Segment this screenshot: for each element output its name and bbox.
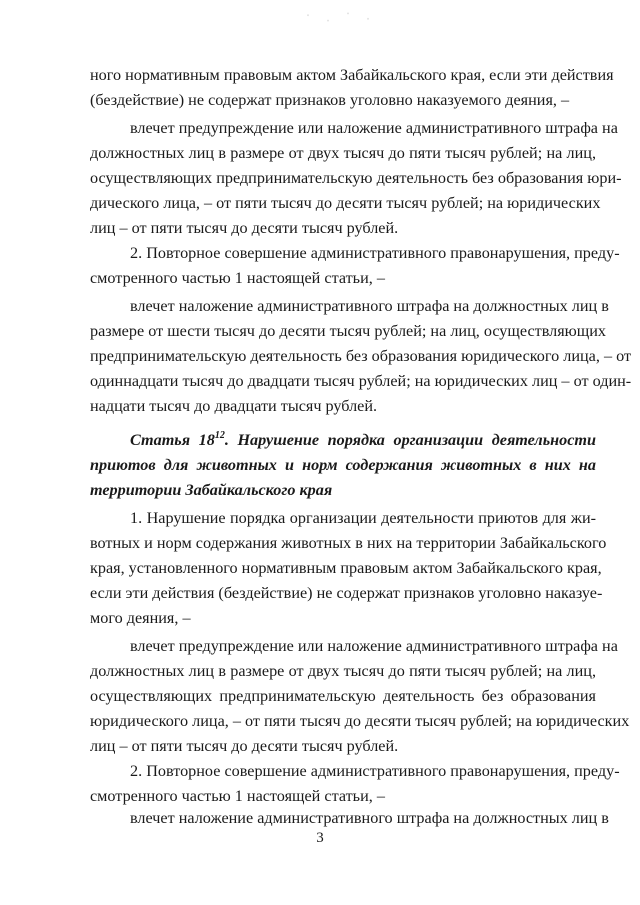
text-line: смотренного частью 1 настоящей статьи, – (90, 787, 385, 805)
text-line: дического лица, – от пяти тысяч до десяти тысяч рублей; на юридических (90, 194, 601, 212)
text-line: лиц – от пяти тысяч до десяти тысяч рублей. (90, 737, 399, 755)
text-line: лиц – от пяти тысяч до десяти тысяч рублей. (90, 219, 399, 237)
article-heading (130, 430, 596, 450)
text-line: влечет предупреждение или наложение административного штрафа на (130, 119, 618, 137)
text-line: влечет наложение административного штрафа на должностных лиц в (130, 297, 609, 315)
text-line: осуществляющих предпринимательскую деятельность без образования юри- (90, 169, 622, 187)
text-line: (бездействие) не содержат признаков уголовно наказуемого деяния, – (90, 91, 570, 109)
text-line: 2. Повторное совершение административного правонарушения, преду- (130, 244, 620, 262)
text-line: юридического лица, – от пяти тысяч до десяти тысяч рублей; на юридических (90, 712, 630, 730)
page-number: 3 (316, 830, 324, 846)
text-line: предпринимательскую деятельность без образования юридического лица, – от (90, 347, 632, 365)
article-heading-line: приютов для животных и норм содержания животных в них на (90, 456, 596, 474)
text-line: смотренного частью 1 настоящей статьи, – (90, 269, 385, 287)
text-line: ного нормативным правовым актом Забайкальского края, если эти действия (90, 66, 614, 84)
text-line: одиннадцати тысяч до двадцати тысяч рублей; на юридических лиц – от один- (90, 372, 632, 390)
text-line: должностных лиц в размере от двух тысяч до пяти тысяч рублей; на лиц, (90, 144, 596, 162)
article-prefix: Статья 18 (130, 431, 215, 449)
text-line: должностных лиц в размере от двух тысяч до пяти тысяч рублей; на лиц, (90, 662, 596, 680)
text-line: 1. Нарушение порядка организации деятельности приютов для жи- (130, 509, 596, 527)
text-line: влечет наложение административного штрафа на должностных лиц в (130, 809, 609, 827)
article-title-part: . Нарушение порядка организации деятельности (224, 431, 597, 449)
article-superscript: 12 (214, 430, 225, 441)
text-line: края, установленного нормативным правовым актом Забайкальского края, (90, 559, 602, 577)
text-line: если эти действия (бездействие) не содержат признаков уголовно наказуе- (90, 584, 603, 602)
text-line: вотных и норм содержания животных в них на территории Забайкальского (90, 534, 607, 552)
text-line: размере от шести тысяч до десяти тысяч рублей; на лиц, осуществляющих (90, 322, 606, 340)
scan-artifact (300, 8, 380, 26)
text-line: 2. Повторное совершение административного правонарушения, преду- (130, 762, 620, 780)
text-line: мого деяния, – (90, 609, 191, 627)
text-line: влечет предупреждение или наложение административного штрафа на (130, 637, 618, 655)
text-line: осуществляющих предпринимательскую деятельность без образования (90, 687, 596, 705)
article-heading-line: территории Забайкальского края (90, 481, 333, 499)
text-line: надцати тысяч до двадцати тысяч рублей. (90, 397, 378, 415)
